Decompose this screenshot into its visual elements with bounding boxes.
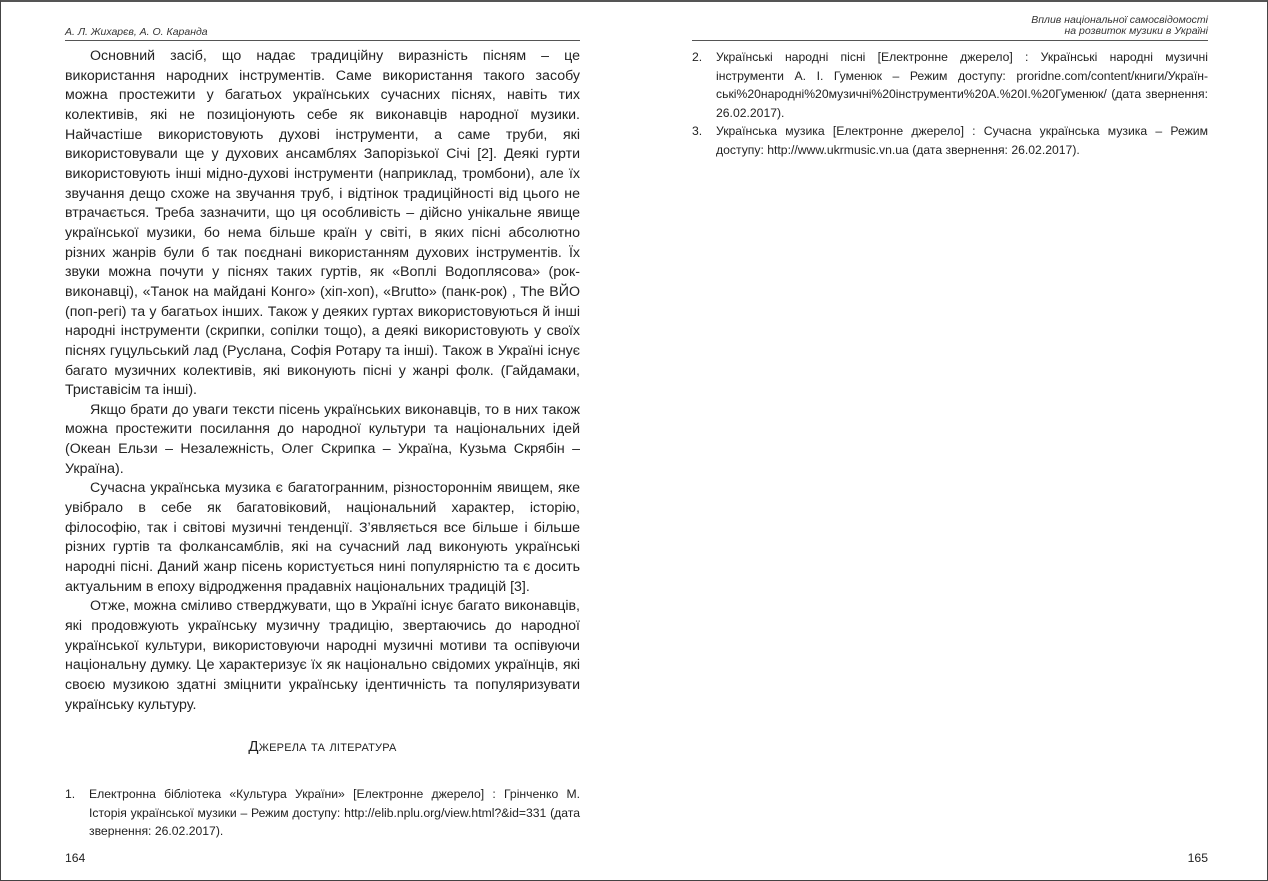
page-number: 164 [65, 851, 86, 865]
paragraph: Сучасна українська музика є багатогранним, різностороннім явищем, яке увібрало в себе як багатовіковий, національний характер, історію, філософію, так і світові музичні тенденції. З’являється все більше і більше різних гуртів та фолкансамблів, які на сучасний лад виконують українські народні пісні. Даний жанр пісень користується нині популярністю та є досить актуальним в епоху відродження прадавніх національних традицій [3]. [65, 480, 580, 595]
header-rule [65, 40, 580, 41]
running-head-title [1031, 15, 1208, 37]
paragraph: Отже, можна сміливо стверджувати, що в Україні існує багато виконавців, які продовжують українську музичну традицію, звертаючись до народної української культури, використовуючи народні музичні мотиви та оспівуючи національну думку. Це характеризує їх як національно свідомих українців, які своєю музикою здатні зміцнити українську ідентичність та популяризувати українську культуру. [65, 598, 580, 713]
reference-item [692, 122, 1208, 159]
reference-text: Електронна бібліотека «Культура України» [Електронне джерело] : Грінченко М. Історія української музики – Режим доступу: http://elib.nplu.org/view.html?&id=331 (дата звернення: 26.02.2017). [89, 787, 580, 838]
running-head-line: Вплив національної самосвідомості [1031, 14, 1208, 26]
paragraph: Основний засіб, що надає традиційну виразність пісням – це використання народних інструментів. Саме використання такого засобу можна простежити у багатьох українських сучасних піснях, навіть тих колективів, які не позиціонують себе як виконавців народної музики. Найчастіше використовують духові інструменти, а саме труби, які використовували ще у духових ансамблях Запорізької Січі [2]. Деякі гурти використовують інші мідно-духові інструменти (наприклад, тромбони), але їх звучання дещо схоже на звучання труб, і відтінок традиційності від цього не втрачається. Треба зазначити, що ця особливість – дійсно унікальне явище української музики, бо нема більше країн у світі, в яких пісні абсолютно різних жанрів були б так поєднані використанням духових інструментів. Їх звуки можна почути у піснях таких гуртів, як «Воплі Водоплясова» (рок-виконавці), «Танок на майдані Конго» (хіп-хоп), «Brutto» (панк-рок) , The ВЙО (поп-регі) та у багатьох інших. Також у деяких гуртах використовуються й інші народні інструменти (скрипки, сопілки тощо), а деякі використовують у своїх піснях гуцульський лад (Руслана, Софія Ротару та інші). Також в Україні існує багато музичних колективів, які виконують пісні у жанрі фолк. (Гайдамаки, Триставісім та інші). [65, 48, 580, 399]
reference-text: Українська музика [Електронне джерело] : Сучасна українська музика – Режим доступу: http://www.ukrmusic.vn.ua (дата звернення: 26.02.2017). [716, 124, 1208, 157]
page-number: 165 [1187, 851, 1208, 865]
reference-list [692, 48, 1208, 159]
header-rule [692, 40, 1208, 41]
reference-number: 1. [65, 787, 76, 801]
paragraph: Якщо брати до уваги тексти пісень українських виконавців, то в них також можна простежити посилання до народної культури та національних ідей (Океан Ельзи – Незалежність, Олег Скрипка – Україна, Кузьма Скрябін – Україна). [65, 401, 580, 477]
reference-item [65, 785, 580, 841]
reference-item [692, 48, 1208, 122]
section-title-references: Джерела та література [248, 738, 397, 755]
reference-number: 2. [692, 50, 703, 64]
reference-number: 3. [692, 124, 703, 138]
reference-text: Українські народні пісні [Електронне джерело] : Українські народні музичні інструменти А. І. Гуменюк – Режим доступу: proridne.com/content/книги/Україн-ські%20народні%20музичні%20інструменти%20А.%20І.%20Гуменюк/ (дата звернення: 26.02.2017). [716, 50, 1208, 120]
running-head-authors: А. Л. Жихарєв, А. О. Каранда [65, 26, 208, 38]
body-text [65, 47, 580, 715]
reference-list [65, 785, 580, 841]
running-head-line: на розвиток музики в Україні [1064, 25, 1208, 37]
